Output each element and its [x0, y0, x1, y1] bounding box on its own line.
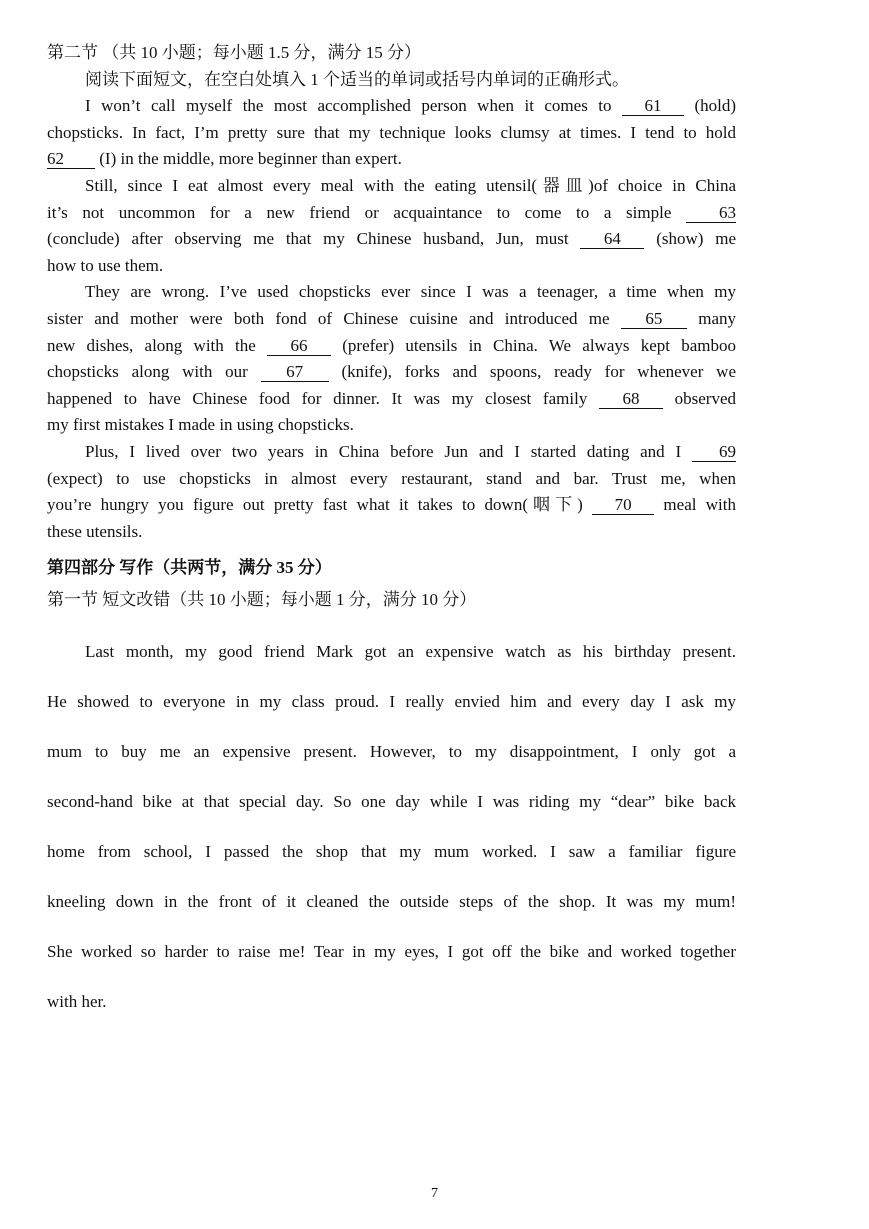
answer-blank-61[interactable]: 61: [622, 97, 684, 116]
passage-line: second-hand bike at that special day. So one day while I was riding my “dear” bike back: [47, 792, 736, 812]
passage-line: He showed to everyone in my class proud. I really envied him and every day I ask my: [47, 692, 736, 712]
passage-line: 62 (I) in the middle, more beginner than expert.: [47, 149, 402, 169]
sub-section-heading: 第一节 短文改错（共 10 小题；每小题 1 分，满分 10 分）: [47, 590, 477, 610]
passage-line: it’s not uncommon for a new friend or acquaintance to come to a simple 63: [47, 202, 736, 222]
passage-line: with her.: [47, 992, 107, 1012]
answer-blank-69[interactable]: 69: [692, 443, 736, 462]
part-heading: 第四部分 写作（共两节，满分 35 分）: [47, 558, 332, 578]
passage-line: my first mistakes I made in using chopsticks.: [47, 415, 354, 435]
answer-blank-66[interactable]: 66: [267, 337, 331, 356]
answer-blank-70[interactable]: 70: [592, 496, 654, 515]
passage-line: sister and mother were both fond of Chinese cuisine and introduced me 65 many: [47, 308, 736, 328]
section-heading: 第二节 （共 10 小题；每小题 1.5 分，满分 15 分）: [47, 43, 421, 62]
error-correction-passage: [47, 627, 736, 1027]
passage-line: kneeling down in the front of it cleaned the outside steps of the shop. It was my mum!: [47, 892, 736, 912]
answer-blank-68[interactable]: 68: [599, 390, 663, 409]
passage-line: They are wrong. I’ve used chopsticks ever since I was a teenager, a time when my: [85, 282, 736, 302]
passage-line: chopsticks along with our 67 (knife), forks and spoons, ready for whenever we: [47, 362, 737, 382]
passage-line: chopsticks. In fact, I’m pretty sure that my technique looks clumsy at times. I tend to hold: [47, 122, 736, 142]
answer-blank-67[interactable]: 67: [261, 363, 329, 382]
answer-blank-65[interactable]: 65: [621, 310, 687, 329]
passage-line: mum to buy me an expensive present. However, to my disappointment, I only got a: [47, 742, 736, 762]
cloze-passage: [47, 93, 736, 545]
passage-line: (conclude) after observing me that my Chinese husband, Jun, must 64 (show) me: [47, 229, 736, 249]
answer-blank-64[interactable]: 64: [580, 230, 644, 249]
passage-line: She worked so harder to raise me! Tear in my eyes, I got off the bike and worked together: [47, 942, 736, 962]
passage-line: you’re hungry you figure out pretty fast what it takes to down(咽下) 70 meal with: [47, 495, 736, 515]
passage-line: new dishes, along with the 66 (prefer) utensils in China. We always kept bamboo: [47, 335, 736, 355]
passage-line: Still, since I eat almost every meal with the eating utensil(器皿)of choice in China: [85, 175, 736, 195]
passage-line: these utensils.: [47, 521, 143, 541]
passage-line: how to use them.: [47, 255, 164, 275]
passage-line: Last month, my good friend Mark got an expensive watch as his birthday present.: [85, 642, 736, 662]
page-number: 7: [431, 1186, 438, 1201]
section-instruction: 阅读下面短文，在空白处填入 1 个适当的单词或括号内单词的正确形式。: [85, 69, 629, 89]
answer-blank-63[interactable]: 63: [686, 204, 736, 223]
answer-blank-62[interactable]: 62: [47, 150, 95, 169]
exam-page: [47, 40, 736, 1027]
passage-line: I won’t call myself the most accomplished person when it comes to 61 (hold): [85, 96, 736, 116]
passage-line: (expect) to use chopsticks in almost every restaurant, stand and bar. Trust me, when: [47, 468, 736, 488]
passage-line: home from school, I passed the shop that my mum worked. I saw a familiar figure: [47, 842, 736, 862]
passage-line: happened to have Chinese food for dinner. It was my closest family 68 observed: [47, 388, 736, 408]
passage-line: Plus, I lived over two years in China before Jun and I started dating and I 69: [85, 441, 736, 461]
